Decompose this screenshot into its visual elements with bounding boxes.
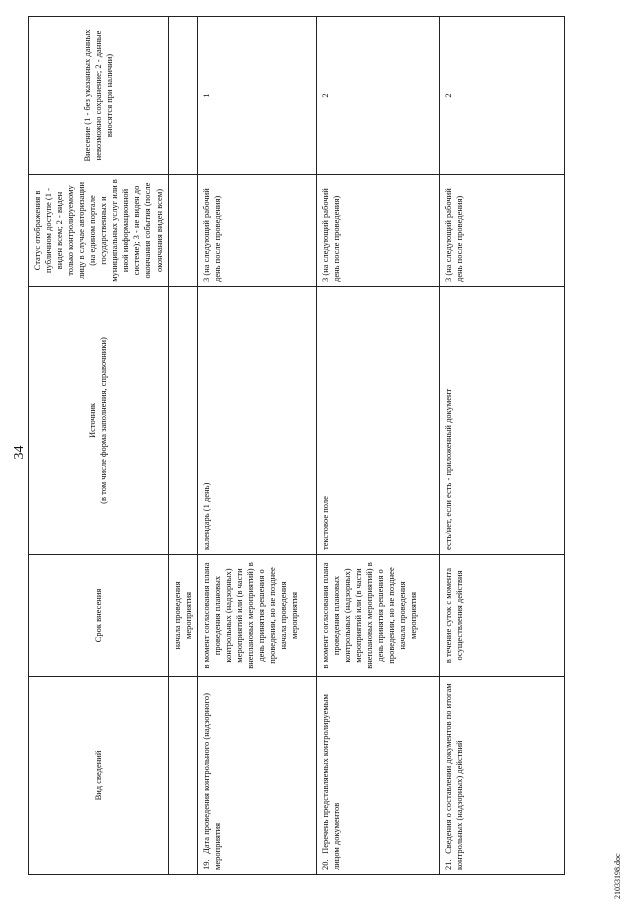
cell-srok: в течение суток с момента осуществления действия — [439, 555, 564, 677]
header-status: Статус отображения в публичном доступе (1 - виден всем; 2 - виден только контролируемому лицу в случае авторизации (на едином портале государственных и муниципальных услуг или в иной информационной системе); 3 - не виден до окончания события (после окончания виден всем) — [29, 175, 169, 287]
cell-source: текстовое поле — [316, 287, 439, 555]
cell-empty — [168, 677, 197, 875]
row-vid-text: Перечень представляемых контролируемым лицом документов — [319, 694, 341, 870]
cell-empty — [168, 17, 197, 175]
cell-vid — [197, 677, 316, 875]
row-vid-text: Сведения о составлении документов по итогам контрольных (надзорных) действий — [442, 683, 464, 870]
cell-vid — [439, 677, 564, 875]
table-row — [197, 17, 316, 875]
table-row — [316, 17, 439, 875]
cell-srok: в момент согласования плана проведения плановых контрольных (надзорных) мероприятий или (в части внеплановых мероприятий) в день принятия решения о проведении, но не позднее начала проведения мероприятия — [316, 555, 439, 677]
cell-status: 3 (на следующий рабочий день после проведения) — [197, 175, 316, 287]
cell-vid — [316, 677, 439, 875]
cell-vnesenie: 1 — [197, 17, 316, 175]
header-source-line1: Источник — [87, 402, 98, 439]
header-source-line2: (в том числе форма заполнения, справочники) — [98, 337, 109, 504]
cell-vnesenie: 2 — [316, 17, 439, 175]
header-vid: Вид сведений — [29, 677, 169, 875]
cell-empty — [168, 175, 197, 287]
cell-status: 3 (на следующий рабочий день после проведения) — [316, 175, 439, 287]
table-row — [439, 17, 564, 875]
cell-vnesenie: 2 — [439, 17, 564, 175]
header-source — [29, 287, 169, 555]
cell-source: есть/нет, если есть - приложенный документ — [439, 287, 564, 555]
row-number: 20. — [319, 859, 330, 870]
header-srok: Срок внесения — [29, 555, 169, 677]
cell-status: 3 (на следующий рабочий день после проведения) — [439, 175, 564, 287]
doc-filename: 21033198.doc — [613, 853, 622, 899]
row-number: 21. — [442, 859, 453, 870]
header-vnesenie: Внесение (1 - без указанных данных невозможно сохранение; 2 - данные вносятся при наличии) — [29, 17, 169, 175]
cell-empty — [168, 287, 197, 555]
row-number: 19. — [200, 859, 211, 870]
header-row — [29, 17, 169, 875]
cell-source: календарь (1 день) — [197, 287, 316, 555]
cell-srok: в момент согласования плана проведения плановых контрольных (надзорных) мероприятий или (в части внеплановых мероприятий) в день принятия решения о проведении, но не позднее начала проведения мероприятия — [197, 555, 316, 677]
row-vid-text: Дата проведения контрольного (надзорного) мероприятия — [200, 693, 222, 870]
table-row-continuation — [168, 17, 197, 875]
page-number: 34 — [12, 445, 27, 460]
info-table — [28, 16, 565, 875]
cell-srok-continued: начала проведения мероприятия — [168, 555, 197, 677]
